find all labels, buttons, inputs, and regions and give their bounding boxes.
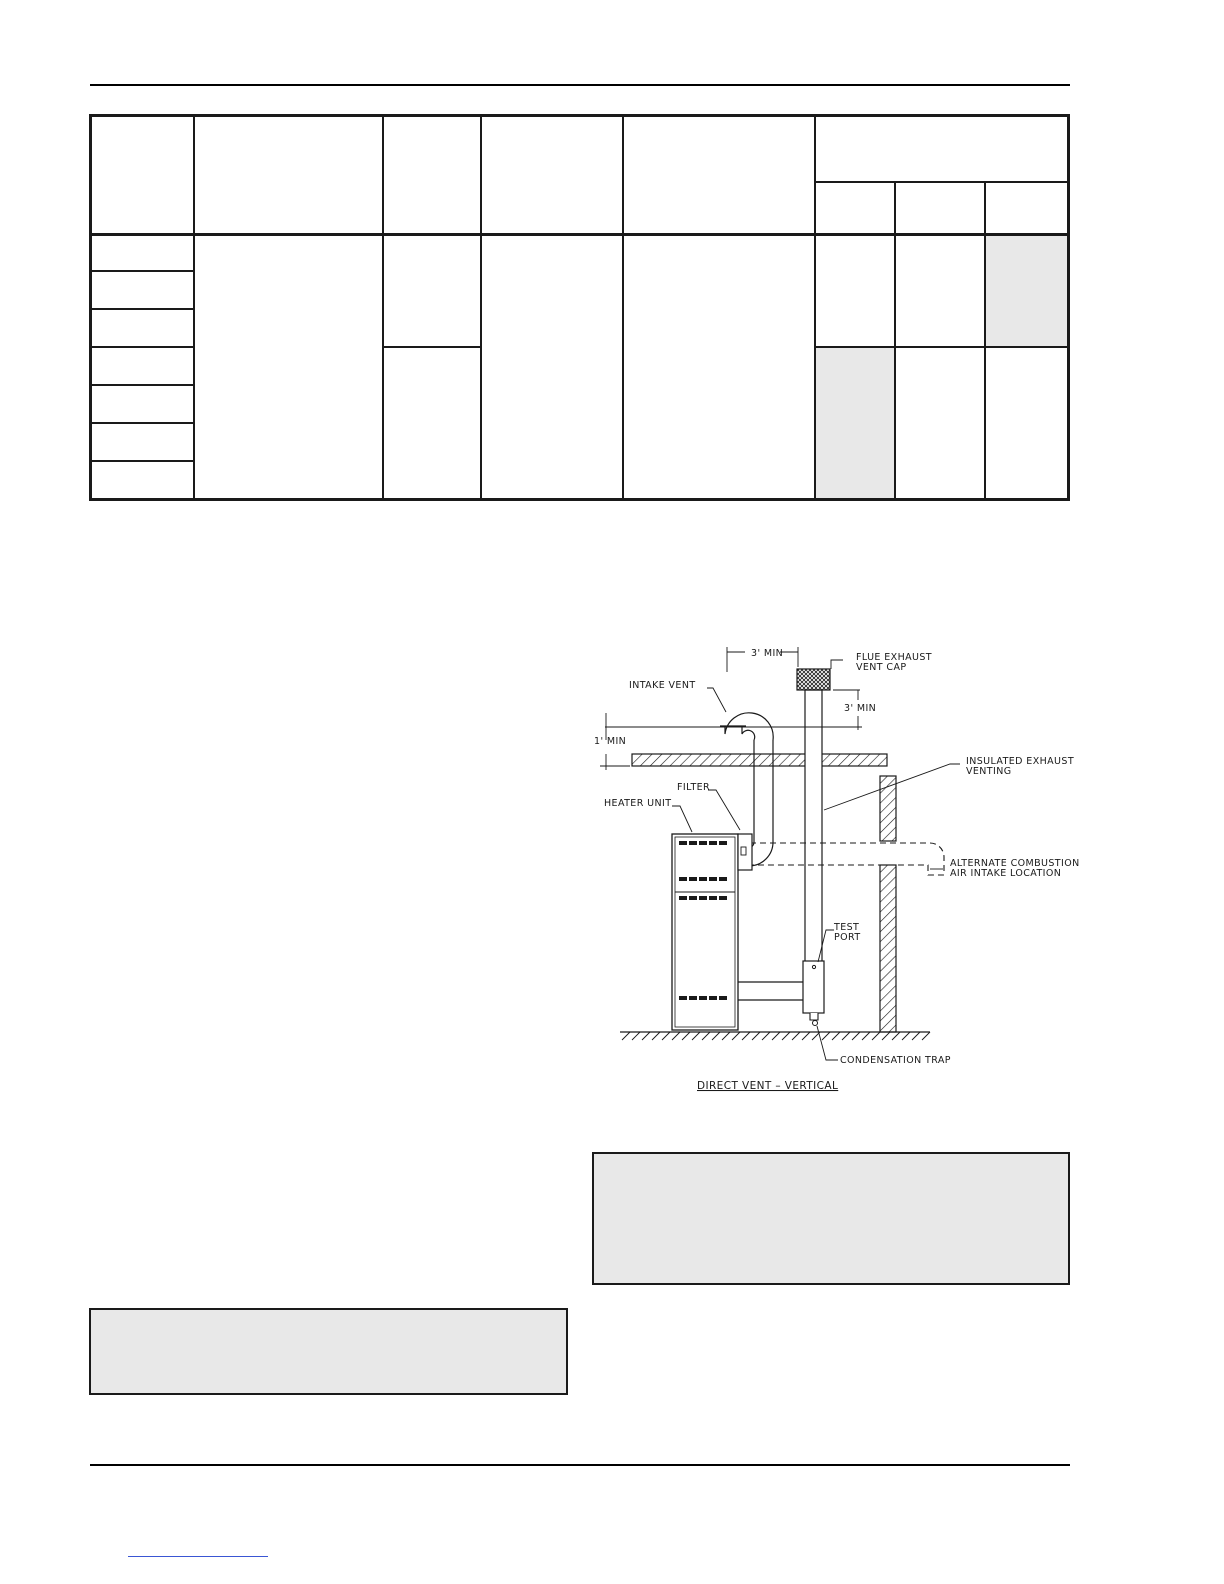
table-row-line <box>91 308 194 310</box>
table-column-line <box>814 116 816 499</box>
label-filter: FILTER <box>677 782 711 793</box>
callout-box-left <box>89 1308 568 1395</box>
heater-unit <box>672 834 738 1030</box>
condensation-trap <box>810 1013 818 1020</box>
label-vent-cap: VENT CAP <box>856 662 907 673</box>
flue-vent-cap <box>797 669 830 690</box>
table-row-line <box>91 384 194 386</box>
filter-box <box>738 834 752 870</box>
table-row-line <box>814 181 1068 183</box>
exhaust-connector <box>738 982 803 1000</box>
label-insulated-exhaust: INSULATED EXHAUST <box>966 756 1075 767</box>
table-row-line <box>382 346 482 348</box>
table-column-line <box>622 116 624 499</box>
exhaust-pipe <box>805 690 822 963</box>
label-condensation-trap: CONDENSATION TRAP <box>840 1055 951 1066</box>
alternate-intake-dashed <box>750 843 944 875</box>
table-column-line <box>984 182 986 499</box>
label-port: PORT <box>834 932 861 943</box>
label-venting: VENTING <box>966 766 1012 777</box>
footer-rule <box>90 1464 1070 1466</box>
table-header-line <box>91 233 1068 236</box>
table-column-line <box>894 182 896 499</box>
table-row-line <box>91 346 194 348</box>
table-border <box>89 114 1070 501</box>
floor-hatch <box>622 1032 930 1040</box>
label-air-intake-location: AIR INTAKE LOCATION <box>950 868 1062 879</box>
label-alternate-combustion: ALTERNATE COMBUSTION <box>950 858 1080 869</box>
callout-box-right <box>592 1152 1070 1285</box>
label-flue-exhaust: FLUE EXHAUST <box>856 652 932 663</box>
table-row-line <box>91 460 194 462</box>
label-heater-unit: HEATER UNIT <box>604 798 672 809</box>
table-column-line <box>480 116 482 499</box>
wall-hatch-upper <box>880 776 896 841</box>
label-one-min: 1' MIN <box>594 736 627 747</box>
header-rule <box>90 84 1070 86</box>
table-row-line <box>814 346 1068 348</box>
label-three-min-right: 3' MIN <box>844 703 877 714</box>
wall-hatch-lower <box>880 865 896 1032</box>
table-row-line <box>91 422 194 424</box>
dimension-lines <box>600 647 862 770</box>
table-column-line <box>382 116 384 499</box>
diagram-caption: DIRECT VENT – VERTICAL <box>697 1080 839 1092</box>
label-test: TEST <box>834 922 860 933</box>
label-intake-vent: INTAKE VENT <box>629 680 696 691</box>
roof-hatch <box>632 754 887 766</box>
table-row-line <box>91 270 194 272</box>
footer-link-underline[interactable] <box>128 1556 268 1557</box>
direct-vent-diagram <box>590 630 1080 1100</box>
label-three-min-top: 3' MIN <box>751 648 784 659</box>
